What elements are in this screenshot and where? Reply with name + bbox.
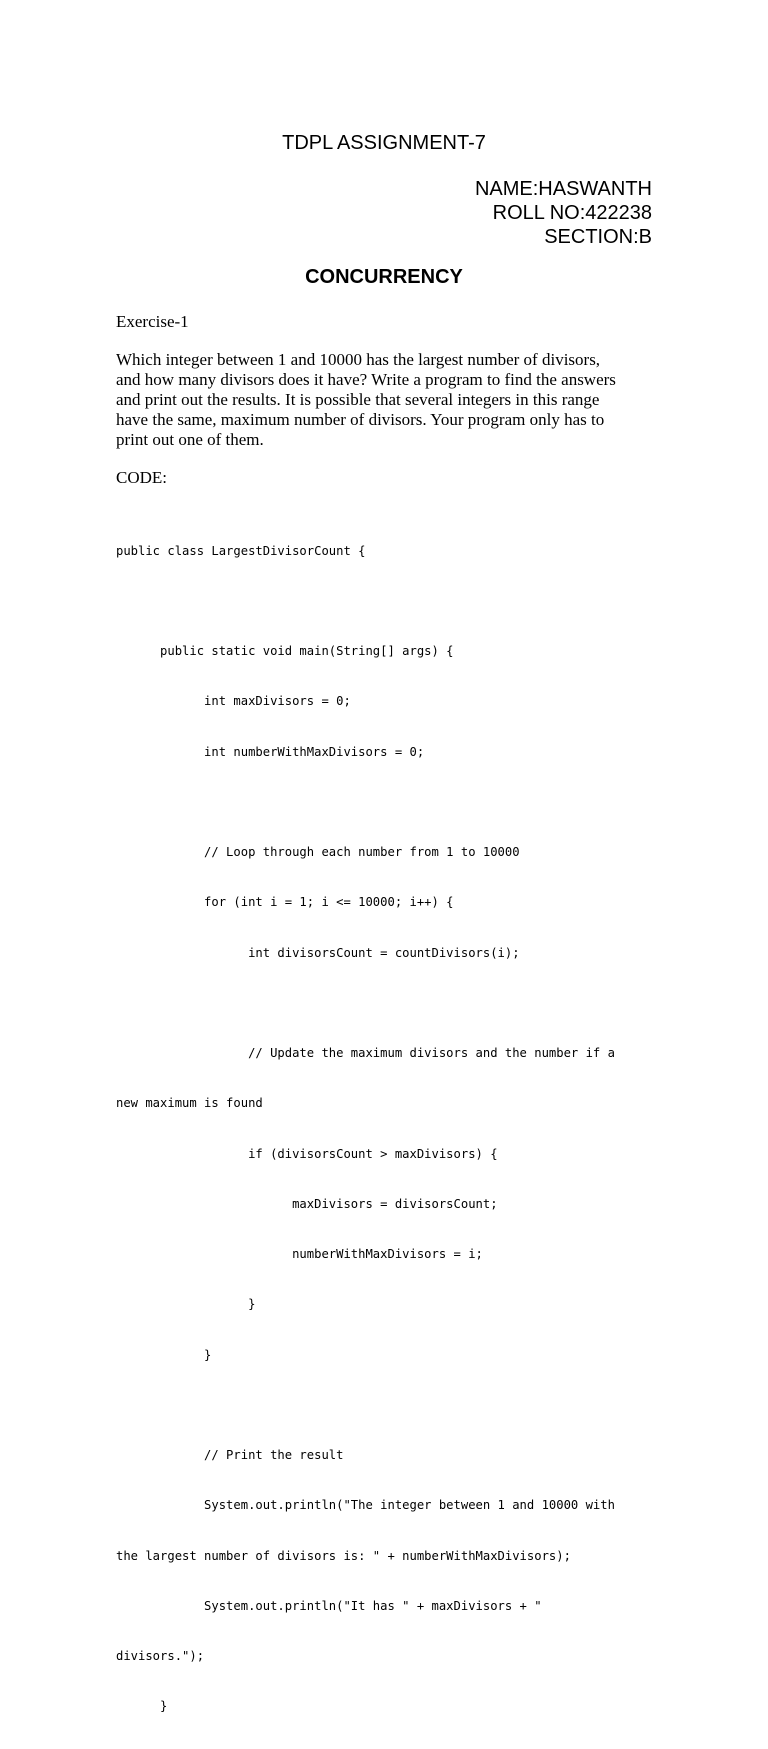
exercise-question [116,350,656,450]
code-line: the largest number of divisors is: " + numberWithMaxDivisors); [116,1548,571,1563]
code-line: int divisorsCount = countDivisors(i); [116,945,520,960]
code-line: new maximum is found [116,1096,263,1111]
code-block [116,509,615,1749]
code-line: maxDivisors = divisorsCount; [116,1196,498,1211]
student-info [475,177,652,249]
question-line: print out one of them. [116,430,264,449]
code-line: // Update the maximum divisors and the number if a [116,1046,615,1060]
student-section: SECTION:B [544,226,652,248]
code-line: // Loop through each number from 1 to 10000 [116,845,520,859]
code-label: CODE: [116,468,167,487]
question-line: Which integer between 1 and 10000 has the largest number of divisors, [116,350,601,369]
section-heading: CONCURRENCY [305,266,463,288]
exercise-label: Exercise-1 [116,312,189,331]
question-line: have the same, maximum number of divisors. Your program only has to [116,410,605,429]
code-line: public static void main(String[] args) { [116,644,454,658]
code-line: } [116,1297,256,1312]
code-line: } [116,1699,168,1714]
code-line: System.out.println("It has " + maxDivisors + " [116,1598,542,1613]
code-line: for (int i = 1; i <= 10000; i++) { [116,895,454,910]
code-line: divisors."); [116,1649,205,1663]
code-line: public class LargestDivisorCount { [116,543,366,558]
code-line [116,1397,615,1414]
question-line: and how many divisors does it have? Write a program to find the answers [116,370,616,389]
code-line [116,593,615,610]
code-line: // Print the result [116,1448,344,1462]
code-line [116,995,615,1012]
code-line: } [116,1347,212,1362]
code-line: if (divisorsCount > maxDivisors) { [116,1146,498,1161]
assignment-title: TDPL ASSIGNMENT-7 [282,132,486,154]
question-line: and print out the results. It is possible that several integers in this range [116,390,600,409]
code-line [116,794,615,811]
code-line: numberWithMaxDivisors = i; [116,1247,483,1261]
code-line: System.out.println("The integer between 1 and 10000 with [116,1498,615,1513]
code-line: int maxDivisors = 0; [116,694,351,709]
code-line: int numberWithMaxDivisors = 0; [116,744,425,759]
student-name: NAME:HASWANTH [474,178,652,200]
student-roll-number: ROLL NO:422238 [492,202,652,224]
